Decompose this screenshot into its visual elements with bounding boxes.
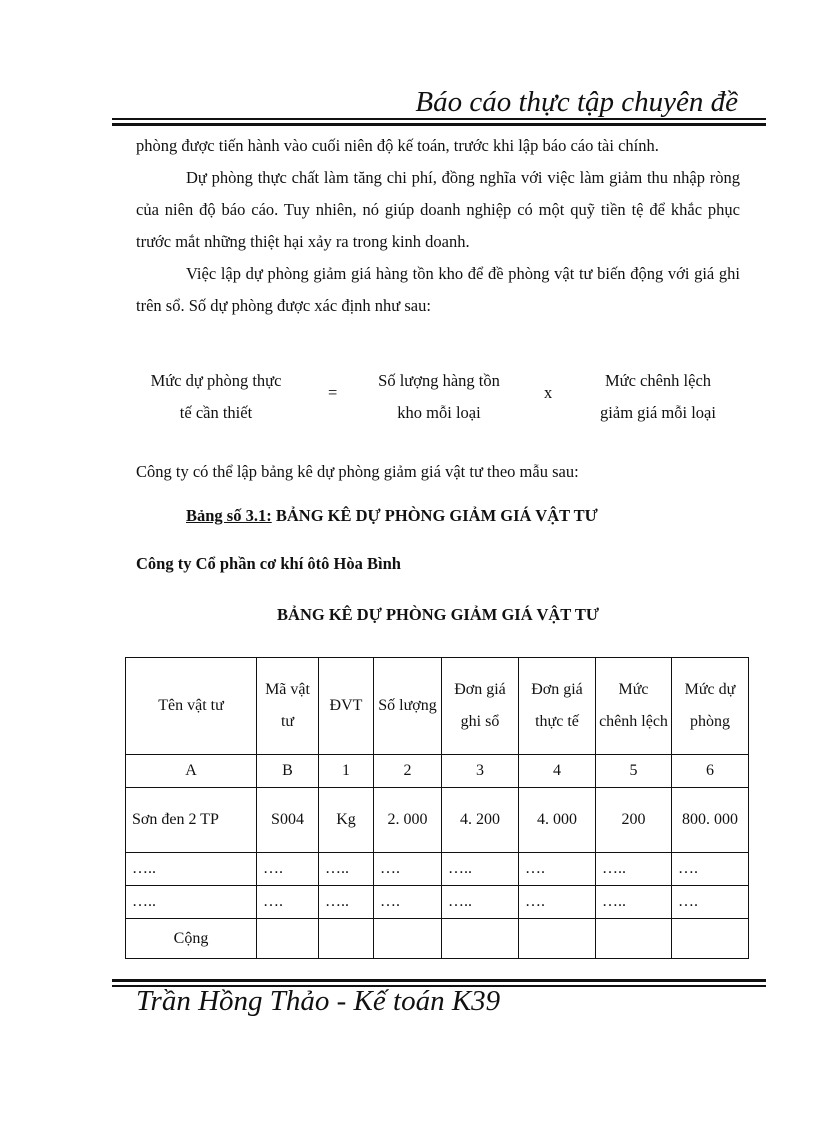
code-cell: A [126, 755, 257, 788]
report-header-title: Báo cáo thực tập chuyên đề [415, 86, 738, 118]
formula-middle [354, 365, 524, 429]
code-cell: 3 [442, 755, 519, 788]
formula-middle-line1: Số lượng hàng tồn [378, 371, 500, 390]
table-row [126, 788, 749, 853]
table-cell: …. [672, 886, 749, 919]
formula-equals: = [328, 383, 338, 402]
header-cell: Mức dự phòng [672, 658, 749, 755]
header-cell: Tên vật tư [126, 658, 257, 755]
table-cell [257, 919, 319, 959]
header-cell: Đơn giá thực tế [519, 658, 596, 755]
table-cell: ….. [126, 853, 257, 886]
footer-author: Trần Hồng Thảo - Kế toán K39 [136, 985, 501, 1017]
table-cell: ….. [319, 853, 374, 886]
table-cell: …. [257, 853, 319, 886]
code-cell: 5 [596, 755, 672, 788]
formula-left [136, 365, 296, 429]
formula-times: x [544, 383, 553, 402]
table-cell: 800. 000 [672, 788, 749, 853]
header-cell: Mức chênh lệch [596, 658, 672, 755]
table-cell: ….. [442, 886, 519, 919]
table-cell [442, 919, 519, 959]
table-caption-text: BẢNG KÊ DỰ PHÒNG GIẢM GIÁ VẬT TƯ [271, 506, 598, 525]
table-cell: 4. 200 [442, 788, 519, 853]
paragraph-1: phòng được tiến hành vào cuối niên độ kế toán, trước khi lập báo cáo tài chính. [136, 136, 659, 155]
body-text [136, 130, 740, 322]
table-caption [186, 506, 598, 526]
table-row [126, 853, 749, 886]
formula-right-line2: giảm giá mỗi loại [600, 403, 716, 422]
code-cell: 1 [319, 755, 374, 788]
paragraph-2: Dự phòng thực chất làm tăng chi phí, đồng nghĩa với việc làm giảm thu nhập ròng của niên độ báo cáo. Tuy nhiên, nó giúp doanh nghiệp có một quỹ tiền tệ để khắc phục trước mắt những thiệt hại xảy ra trong kinh doanh. [136, 168, 740, 251]
table-header-row [126, 658, 749, 755]
table-heading: BẢNG KÊ DỰ PHÒNG GIẢM GIÁ VẬT TƯ [277, 605, 599, 624]
table-cell [519, 919, 596, 959]
table-total-row [126, 919, 749, 959]
table-cell [374, 919, 442, 959]
table-caption-label: Bảng số 3.1: [186, 506, 272, 525]
table-cell: ….. [126, 886, 257, 919]
paragraph-3: Việc lập dự phòng giảm giá hàng tồn kho để đề phòng vật tư biến động với giá ghi trên sổ. Số dự phòng được xác định như sau: [136, 264, 740, 315]
company-name: Công ty Cổ phần cơ khí ôtô Hòa Bình [136, 554, 401, 573]
header-cell: Số lượng [374, 658, 442, 755]
code-cell: 2 [374, 755, 442, 788]
provision-table [125, 657, 749, 959]
table-cell: …. [374, 886, 442, 919]
table-cell: …. [519, 886, 596, 919]
formula-middle-line2: kho mỗi loại [397, 403, 481, 422]
table-cell: ….. [442, 853, 519, 886]
table-cell: Sơn đen 2 TP [126, 788, 257, 853]
footer-rule-thick [112, 979, 766, 982]
header-cell: Đơn giá ghi sổ [442, 658, 519, 755]
table-cell [672, 919, 749, 959]
formula-left-line2: tế cần thiết [179, 403, 253, 422]
table-cell: …. [374, 853, 442, 886]
code-cell: B [257, 755, 319, 788]
formula-right [576, 365, 740, 429]
formula-right-line1: Mức chênh lệch [604, 371, 712, 390]
table-cell: ….. [596, 853, 672, 886]
code-cell: 4 [519, 755, 596, 788]
total-label-cell: Cộng [126, 919, 257, 959]
table-cell: 200 [596, 788, 672, 853]
table-row [126, 886, 749, 919]
table-cell: S004 [257, 788, 319, 853]
table-cell: Kg [319, 788, 374, 853]
header-cell: ĐVT [319, 658, 374, 755]
provision-formula [136, 365, 740, 429]
header-rule [112, 118, 766, 120]
table-code-row [126, 755, 749, 788]
table-cell: 2. 000 [374, 788, 442, 853]
table-cell: …. [519, 853, 596, 886]
table-intro: Công ty có thể lập bảng kê dự phòng giảm giá vật tư theo mẫu sau: [136, 462, 579, 481]
table-cell: 4. 000 [519, 788, 596, 853]
header-rule-thick [112, 123, 766, 126]
table-cell [319, 919, 374, 959]
table-cell: ….. [319, 886, 374, 919]
code-cell: 6 [672, 755, 749, 788]
table-cell: …. [672, 853, 749, 886]
table-cell [596, 919, 672, 959]
formula-left-line1: Mức dự phòng thực [150, 371, 282, 390]
table-cell: ….. [596, 886, 672, 919]
table-cell: …. [257, 886, 319, 919]
header-cell: Mã vật tư [257, 658, 319, 755]
